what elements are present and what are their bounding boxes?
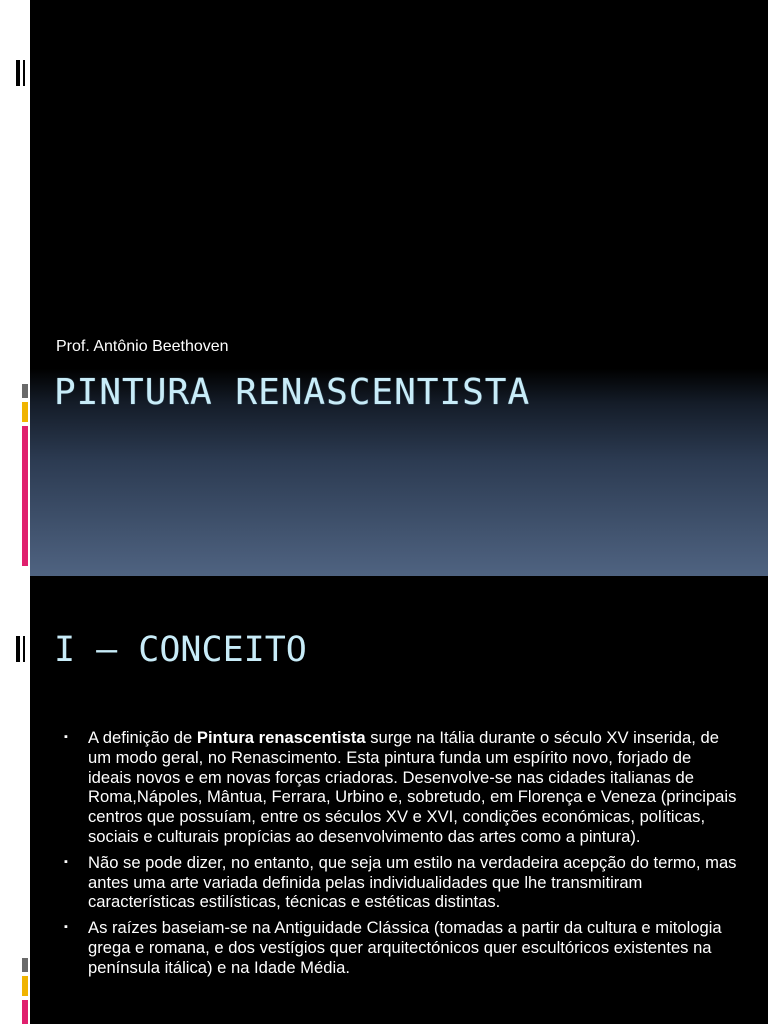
slide-2-pink-strip — [22, 1000, 28, 1024]
slide-1-gray-strip — [22, 384, 28, 398]
slide-1-yellow-strip — [22, 402, 28, 422]
slide-2-bar-marker — [16, 636, 28, 662]
bullet-icon: ▪ — [64, 731, 68, 743]
title-slide — [30, 0, 768, 576]
bullet-list — [64, 728, 738, 984]
bullet-item — [64, 918, 738, 977]
bullet-text-bold: Pintura renascentista — [196, 728, 366, 747]
slide-1-pink-strip — [22, 426, 28, 566]
author-name: Prof. Antônio Beethoven — [56, 338, 229, 355]
bullet-text-before: A definição de — [88, 728, 197, 747]
slide-1-bar-marker — [16, 60, 28, 86]
slide-title: PINTURA RENASCENTISTA — [54, 372, 531, 413]
bullet-text-after: surge na Itália durante o século XV inserida, de um modo geral, no Renascimento. Esta pintura funda um espírito novo, forjado de ideais novos e em novas forças criadoras. Desenvolve-se nas cidades italianas de Roma,Nápoles, Mântua, Ferrara, Urbino e, sobretudo, em Florença e Veneza (principais centros que possuíam, entre os séculos XV e XVI, condições económicas, políticas, sociais e culturais propícias ao desenvolvimento das artes como a pintura). — [88, 728, 737, 846]
bullet-icon: ▪ — [64, 855, 68, 868]
bullet-text: Não se pode dizer, no entanto, que seja um estilo na verdadeira acepção do termo, mas antes uma arte variada definida pelas individualidades que lhe transmitiram características estilísticas, técnicas e estéticas distintas. — [88, 852, 737, 912]
bullet-text: As raízes baseiam-se na Antiguidade Clássica (tomadas a partir da cultura e mitologia grega e romana, e dos vestígios quer arquitectónicos quer escultóricos existentes na península itálica) e na Idade Média. — [88, 918, 722, 977]
bullet-item — [64, 852, 738, 912]
slide-2-gray-strip — [22, 958, 28, 972]
bullet-item — [64, 728, 738, 847]
bullet-icon: ▪ — [64, 921, 68, 934]
slide-2-yellow-strip — [22, 976, 28, 996]
section-heading: I – CONCEITO — [54, 630, 307, 670]
